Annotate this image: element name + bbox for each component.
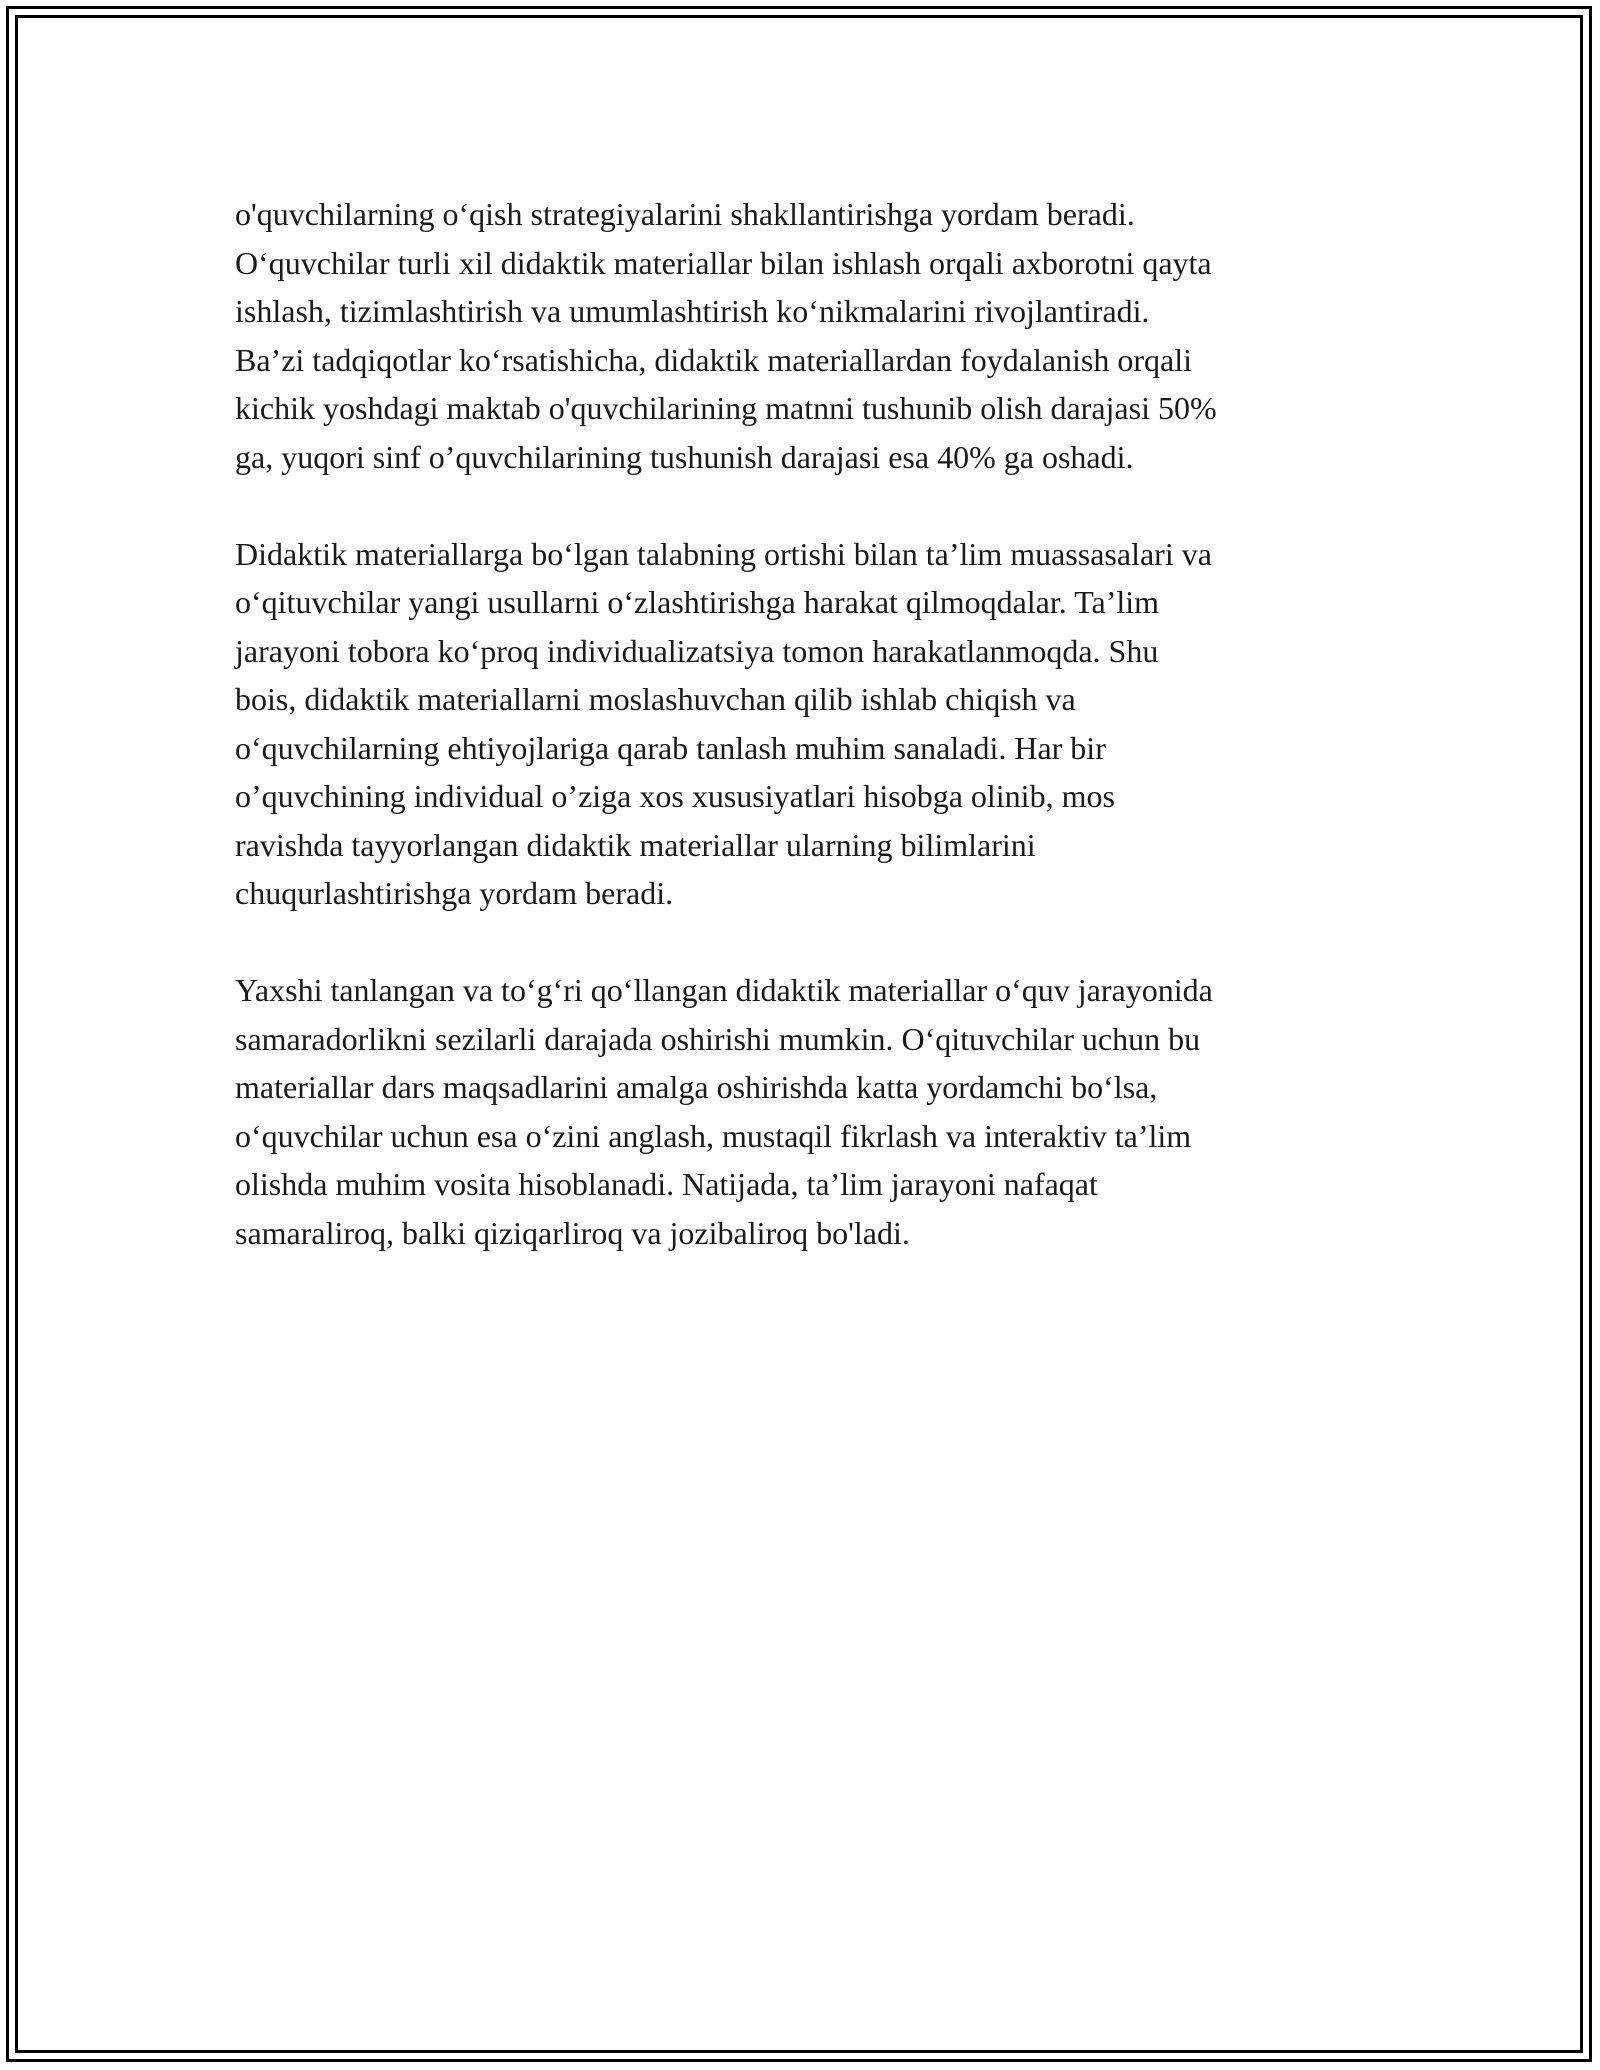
document-body bbox=[235, 190, 1380, 1306]
text-line: ishlash, tizimlashtirish va umumlashtirish ko‘nikmalarini rivojlantiradi. bbox=[235, 293, 1150, 329]
text-line: olishda muhim vosita hisoblanadi. Natijada, ta’lim jarayoni nafaqat bbox=[235, 1166, 1098, 1202]
text-line: samaradorlikni sezilarli darajada oshirishi mumkin. O‘qituvchilar uchun bu bbox=[235, 1020, 1201, 1057]
text-line: o‘qituvchilar yangi usullarni o‘zlashtirishga harakat qilmoqdalar. Ta’lim bbox=[235, 584, 1160, 620]
text-line: O‘quvchilar turli xil didaktik materiallar bilan ishlash orqali axborotni qayta bbox=[235, 244, 1212, 281]
text-line: o’quvchining individual o’ziga xos xususiyatlari hisobga olinib, mos bbox=[235, 778, 1115, 814]
text-line: bois, didaktik materiallarni moslashuvchan qilib ishlab chiqish va bbox=[235, 681, 1076, 717]
paragraph-3 bbox=[235, 966, 1380, 1257]
paragraph-2 bbox=[235, 530, 1380, 918]
text-line: o‘quvchilarning ehtiyojlariga qarab tanlash muhim sanaladi. Har bir bbox=[235, 729, 1106, 766]
text-line: o'quvchilarning o‘qish strategiyalarini shakllantirishga yordam beradi. bbox=[235, 196, 1135, 232]
text-line: Didaktik materiallarga bo‘lgan talabning ortishi bilan ta’lim muassasalari va bbox=[235, 535, 1212, 572]
text-line: jarayoni tobora ko‘proq individualizatsiya tomon harakatlanmoqda. Shu bbox=[235, 632, 1159, 669]
text-line: samaraliroq, balki qiziqarliroq va jozibaliroq bo'ladi. bbox=[235, 1214, 910, 1251]
text-line: ravishda tayyorlangan didaktik materiallar ularning bilimlarini bbox=[235, 826, 1036, 863]
text-line: ga, yuqori sinf o’quvchilarining tushunish darajasi esa 40% ga oshadi. bbox=[235, 438, 1134, 475]
paragraph-1 bbox=[235, 190, 1380, 481]
text-line: kichik yoshdagi maktab o'quvchilarining matnni tushunib olish darajasi 50% bbox=[235, 390, 1217, 426]
text-line: Yaxshi tanlangan va to‘g‘ri qo‘llangan didaktik materiallar o‘quv jarayonida bbox=[235, 972, 1213, 1008]
text-line: Ba’zi tadqiqotlar ko‘rsatishicha, didaktik materiallardan foydalanish orqali bbox=[235, 341, 1193, 378]
text-line: chuqurlashtirishga yordam beradi. bbox=[235, 875, 674, 911]
text-line: o‘quvchilar uchun esa o‘zini anglash, mustaqil fikrlash va interaktiv ta’lim bbox=[235, 1117, 1192, 1154]
text-line: materiallar dars maqsadlarini amalga oshirishda katta yordamchi bo‘lsa, bbox=[235, 1069, 1158, 1105]
